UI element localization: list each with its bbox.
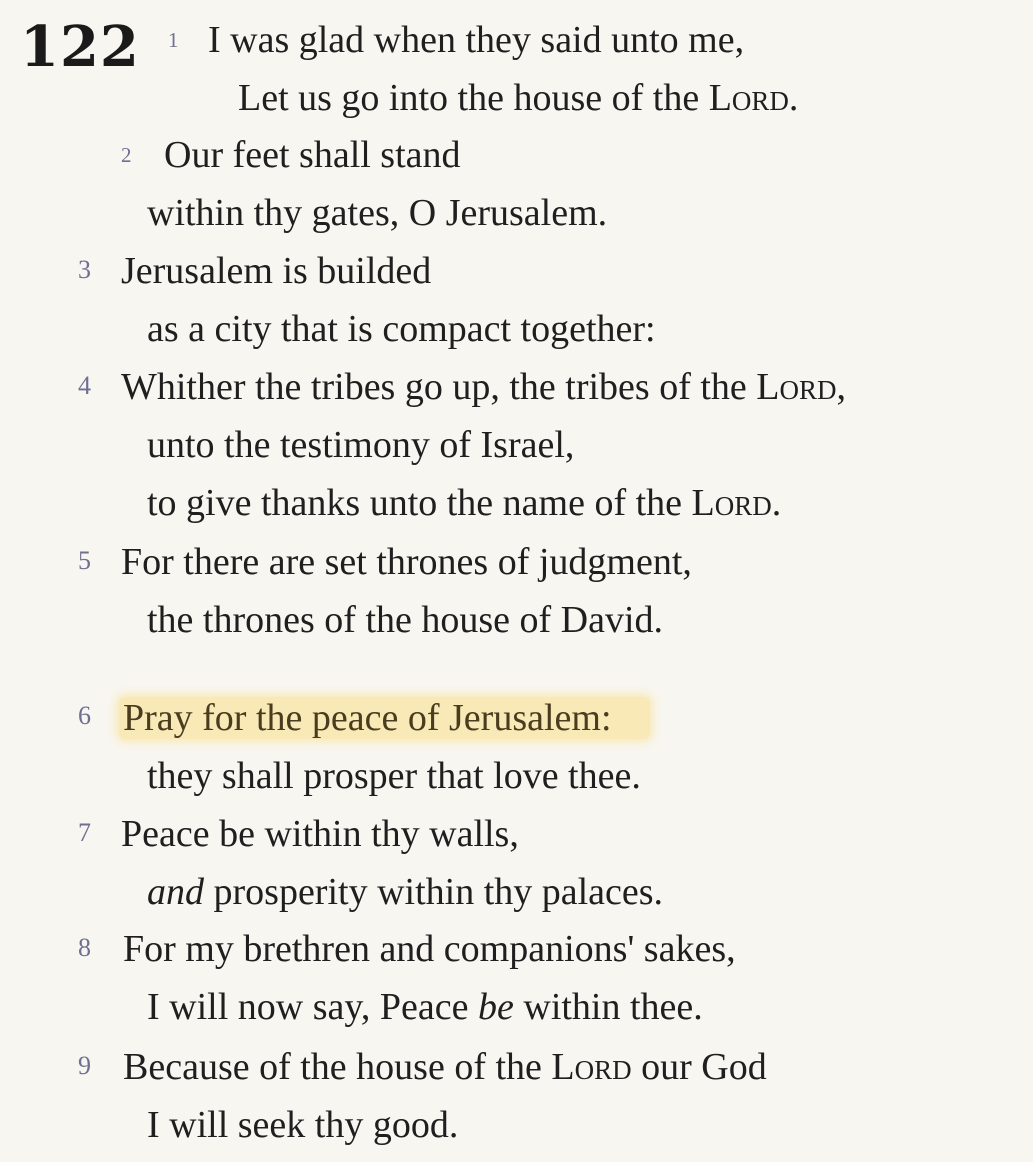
verse-number[interactable]: 5 [78, 546, 91, 575]
verse-number[interactable]: 6 [78, 701, 91, 730]
verse-line[interactable]: as a city that is compact together: [147, 308, 656, 350]
chapter-number: 122 [20, 14, 140, 80]
verse-line[interactable]: Let us go into the house of the Lord. [238, 77, 799, 119]
lord-small-caps: Lord [691, 482, 772, 524]
verse-line[interactable]: Peace be within thy walls, [121, 813, 519, 855]
verse-line[interactable]: I will now say, Peace be within thee. [147, 986, 703, 1028]
verse-line[interactable]: For my brethren and companions' sakes, [123, 928, 736, 970]
verse-line[interactable]: For there are set thrones of judgment, [121, 541, 692, 583]
verse-line[interactable]: the thrones of the house of David. [147, 599, 664, 641]
verse-line[interactable]: Because of the house of the Lord our God [123, 1046, 767, 1088]
verse-line[interactable]: and prosperity within thy palaces. [147, 871, 664, 913]
verse-line[interactable]: I was glad when they said unto me, [208, 19, 745, 61]
verse-number[interactable]: 2 [121, 143, 132, 167]
verse-number[interactable]: 3 [78, 255, 91, 284]
verse-number[interactable]: 4 [78, 371, 91, 400]
verse-number[interactable]: 7 [78, 818, 91, 847]
verse-line[interactable]: Jerusalem is builded [121, 250, 432, 292]
verse-line[interactable]: unto the testimony of Israel, [147, 424, 575, 466]
verse-number[interactable]: 1 [168, 28, 179, 52]
verse-number[interactable]: 9 [78, 1051, 91, 1080]
verse-line[interactable]: within thy gates, O Jerusalem. [147, 192, 608, 234]
highlighted-text[interactable]: Pray for the peace of Jerusalem: [119, 697, 650, 739]
lord-small-caps: Lord [708, 77, 789, 119]
lord-small-caps: Lord [551, 1046, 632, 1088]
verse-line[interactable]: I will seek thy good. [147, 1104, 459, 1146]
verse-line[interactable]: to give thanks unto the name of the Lord. [147, 482, 782, 524]
verse-line[interactable]: Our feet shall stand [164, 134, 461, 176]
verse-number[interactable]: 8 [78, 933, 91, 962]
italic-word: be [478, 986, 514, 1028]
verse-line[interactable]: Whither the tribes go up, the tribes of the Lord, [121, 366, 846, 408]
verse-line-highlighted[interactable] [123, 696, 650, 740]
verse-line[interactable]: they shall prosper that love thee. [147, 755, 641, 797]
lord-small-caps: Lord [756, 366, 837, 408]
italic-word: and [147, 871, 204, 913]
